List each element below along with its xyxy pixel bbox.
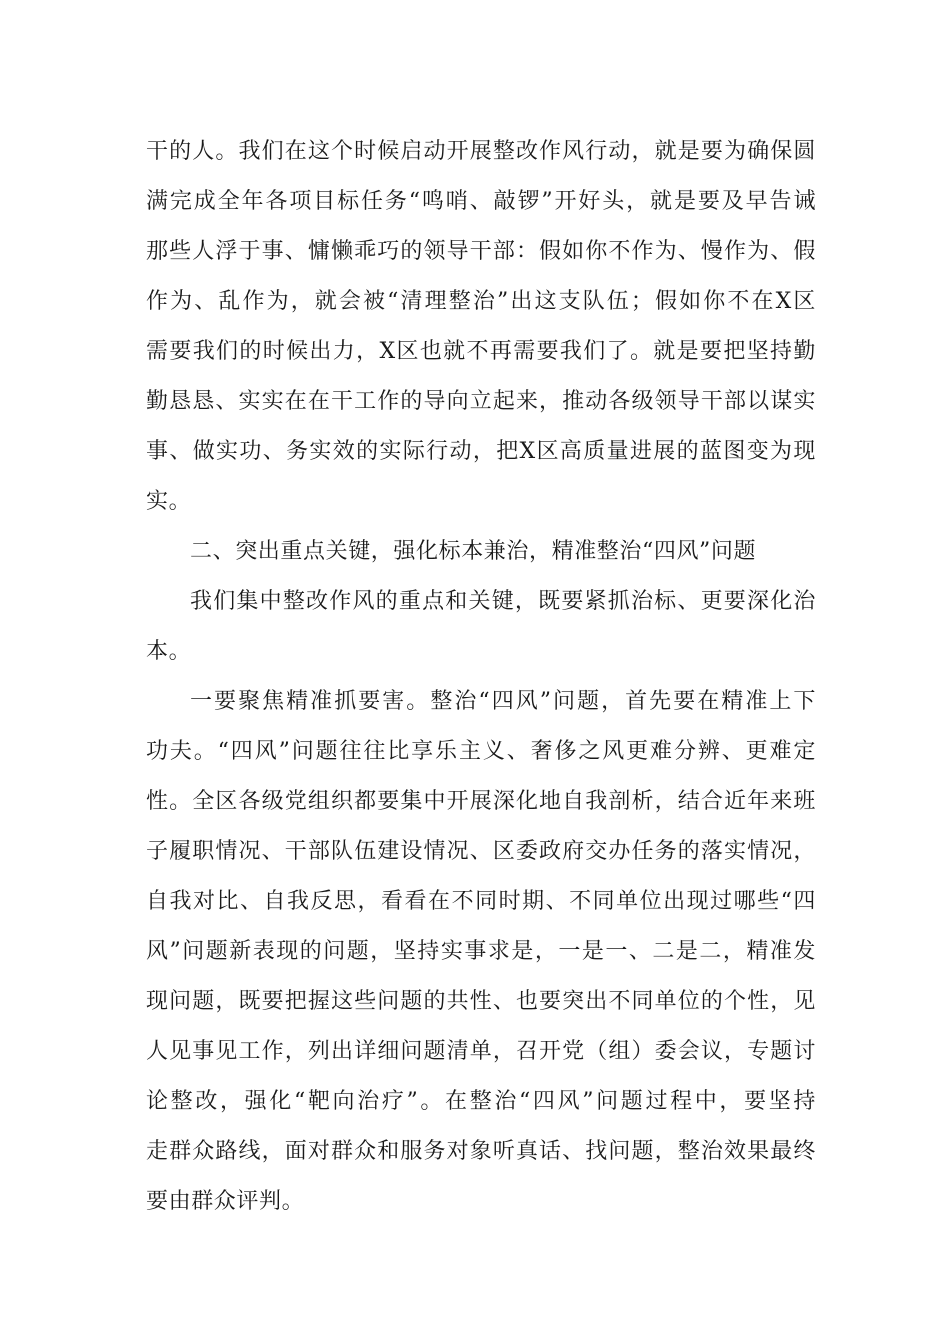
text-line: 性。全区各级党组织都要集中开展深化地自我剖析，结合近年来班 [146,789,816,814]
text-line: 要由群众评判。 [146,1189,305,1214]
text-line: 功夫。“四风”问题往往比享乐主义、奢侈之风更难分辨、更难定 [146,739,816,764]
text-line: 满完成全年各项目标任务“鸣哨、敲锣”开好头，就是要及早告诫 [146,189,816,214]
text-line: 一要聚焦精准抓要害。整治“四风”问题，首先要在精准上下 [190,689,816,714]
text-line: 自我对比、自我反思，看看在不同时期、不同单位出现过哪些“四 [146,889,816,914]
text-line: 那些人浮于事、慵懒乖巧的领导干部：假如你不作为、慢作为、假 [146,239,816,264]
text-line: 走群众路线，面对群众和服务对象听真话、找问题，整治效果最终 [146,1139,816,1164]
text-line: 风”问题新表现的问题，坚持实事求是，一是一、二是二，精准发 [146,939,816,964]
text-line: 论整改，强化“靶向治疗”。在整治“四风”问题过程中，要坚持 [146,1089,816,1114]
text-line: 我们集中整改作风的重点和关键，既要紧抓治标、更要深化治 [190,589,816,614]
text-line: 勤恳恳、实实在在干工作的导向立起来，推动各级领导干部以谋实 [146,389,816,414]
text-line: 现问题，既要把握这些问题的共性、也要突出不同单位的个性，见 [146,989,816,1014]
text-line: 干的人。我们在这个时候启动开展整改作风行动，就是要为确保圆 [146,139,816,164]
text-line: 实。 [146,489,192,514]
text-line: 作为、乱作为，就会被“清理整治”出这支队伍；假如你不在X区 [146,289,816,314]
text-line: 本。 [146,639,192,664]
section-heading: 二、突出重点关键，强化标本兼治，精准整治“四风”问题 [190,539,757,564]
text-line: 事、做实功、务实效的实际行动，把X区高质量进展的蓝图变为现 [146,439,816,464]
text-line: 子履职情况、干部队伍建设情况、区委政府交办任务的落实情况， [146,839,816,864]
text-line: 需要我们的时候出力，X区也就不再需要我们了。就是要把坚持勤 [146,339,816,364]
text-line: 人见事见工作，列出详细问题清单，召开党（组）委会议，专题讨 [146,1039,816,1064]
